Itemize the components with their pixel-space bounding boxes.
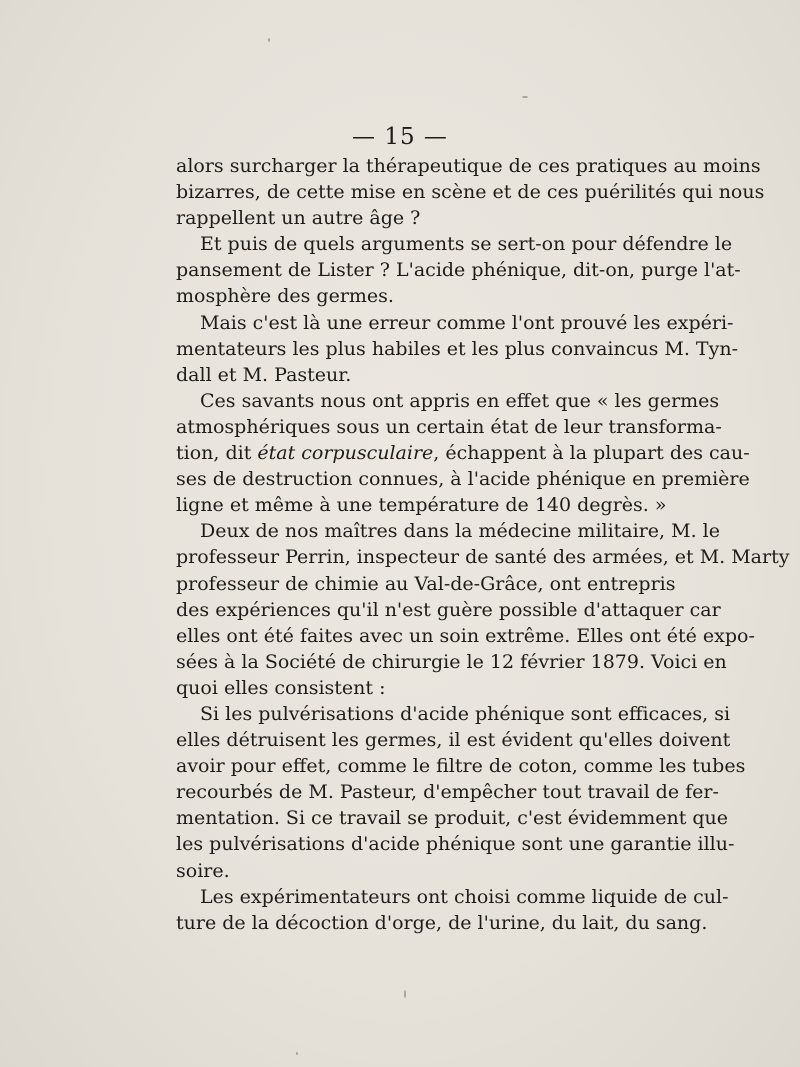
text-line: avoir pour effet, comme le filtre de coton, comme les tubes (176, 755, 746, 778)
text-line: mentateurs les plus habiles et les plus convaincus M. Tyn- (176, 337, 738, 360)
text-fragment: tion, dit (176, 442, 258, 465)
text-line: ture de la décoction d'orge, de l'urine, du lait, du sang. (176, 911, 708, 934)
text-line: mentation. Si ce travail se produit, c'est évidemment que (176, 807, 729, 830)
text-line: soire. (176, 859, 230, 882)
text-line: ses de destruction connues, à l'acide phénique en première (176, 468, 750, 491)
body-text (176, 153, 790, 936)
text-line: sées à la Société de chirurgie le 12 février 1879. Voici en (176, 650, 727, 673)
text-line: rappellent un autre âge ? (176, 207, 421, 230)
text-line (176, 440, 750, 466)
text-line: Les expérimentateurs ont choisi comme liquide de cul- (200, 885, 729, 908)
text-line: Ces savants nous ont appris en effet que « les germes (200, 389, 720, 412)
text-line: Mais c'est là une erreur comme l'ont prouvé les expéri- (200, 311, 734, 334)
text-line: elles détruisent les germes, il est évident qu'elles doivent (176, 729, 731, 752)
text-line: professeur de chimie au Val-de-Grâce, ont entrepris (176, 572, 676, 595)
text-line: bizarres, de cette mise en scène et de ces puérilités qui nous (176, 181, 765, 204)
scan-speck (268, 38, 270, 42)
text-line: quoi elles consistent : (176, 676, 386, 699)
text-line: recourbés de M. Pasteur, d'empêcher tout travail de fer- (176, 781, 719, 804)
scan-speck (296, 1052, 298, 1055)
text-line: atmosphériques sous un certain état de leur transforma- (176, 415, 722, 438)
text-line: dall et M. Pasteur. (176, 363, 352, 386)
text-line: professeur Perrin, inspecteur de santé des armées, et M. Marty (176, 546, 790, 569)
text-line: Si les pulvérisations d'acide phénique sont efficaces, si (200, 702, 731, 725)
scan-speck (522, 96, 528, 98)
text-fragment: , échappent à la plupart des cau- (433, 442, 750, 465)
italic-phrase: état corpusculaire (257, 442, 434, 465)
text-line: Et puis de quels arguments se sert-on pour défendre le (200, 233, 733, 256)
text-line: les pulvérisations d'acide phénique sont une garantie illu- (176, 833, 735, 856)
page-number: — 15 — (352, 124, 448, 150)
text-line: mosphère des germes. (176, 285, 394, 308)
text-line: ligne et même à une température de 140 degrès. » (176, 494, 667, 517)
text-line: elles ont été faites avec un soin extrême. Elles ont été expo- (176, 624, 755, 647)
scan-speck (612, 892, 615, 894)
text-line: alors surcharger la thérapeutique de ces pratiques au moins (176, 155, 761, 177)
scan-speck (404, 990, 406, 998)
text-line: des expériences qu'il n'est guère possible d'attaquer car (176, 598, 721, 621)
text-line: Deux de nos maîtres dans la médecine militaire, M. le (200, 520, 720, 543)
text-line: pansement de Lister ? L'acide phénique, dit-on, purge l'at- (176, 259, 741, 282)
